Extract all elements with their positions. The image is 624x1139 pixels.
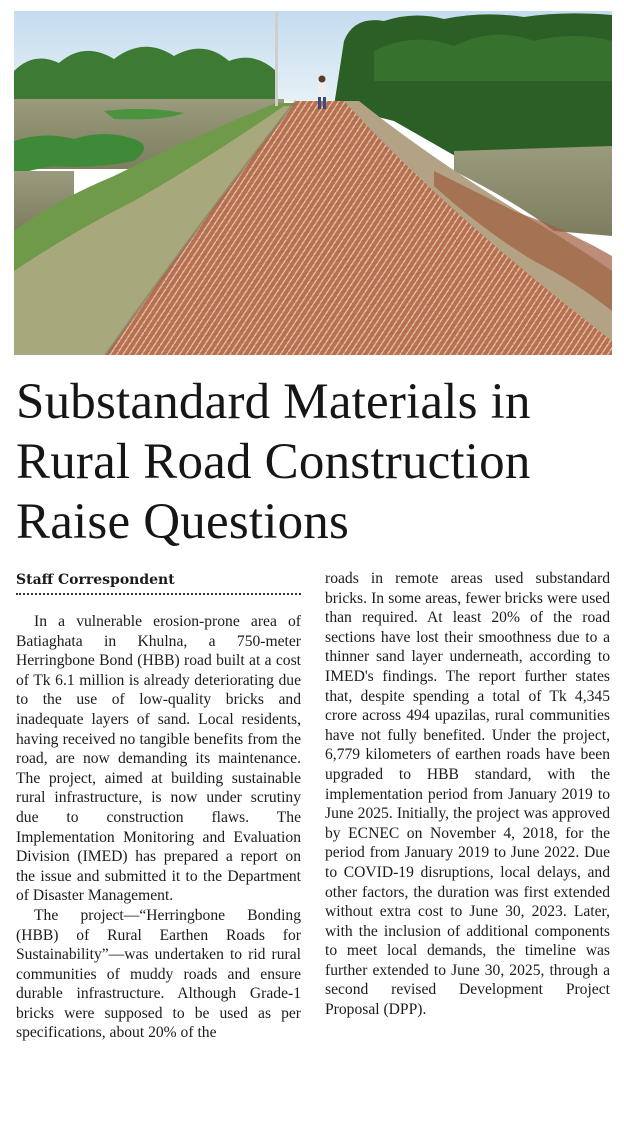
paragraph: The project—“Herringbone Bonding (HBB) of Rural Earthen Roads for Sustainability”—was undertaken to rid rural communities of muddy roads and ensure durable infrastructure. Although Grade-1 bricks were supposed to be used as per specifications, about 20% of the — [16, 906, 301, 1042]
brick-road-photo — [14, 11, 612, 355]
paragraph: roads in remote areas used substandard bricks. In some areas, fewer bricks were used than required. At least 20% of the road sections have lost their smoothness due to a thinner sand layer underneath, according to IMED's findings. The report further states that, despite spending a total of Tk 4,345 crore across 494 upazilas, rural communities have not fully benefited. Under the project, 6,779 kilometers of earthen roads have been upgraded to HBB standard, with the implementation period from January 2019 to June 2025. Initially, the project was approved by ECNEC on November 4, 2018, for the period from January 2019 to June 2022. Due to COVID-19 disruptions, local delays, and other factors, the duration was first extended without extra cost to June 30, 2023. Later, with the inclusion of additional components to meet local demands, the timeline was further extended to June 30, 2025, through a second revised Development Project Proposal (DPP). — [325, 570, 610, 1019]
byline-divider — [16, 593, 301, 595]
article-photo — [14, 11, 612, 355]
byline: Staff Correspondent — [16, 572, 175, 588]
water-hyacinth — [14, 134, 144, 176]
article-column-left — [16, 612, 301, 1043]
paragraph: In a vulnerable erosion-prone area of Batiaghata in Khulna, a 750-meter Herringbone Bond (HBB) road built at a cost of Tk 6.1 million is already deteriorating due to the use of low-quality bricks and inadequate layers of sand. Local residents, having received no tangible benefits from the road, are now demanding its maintenance. The project, aimed at building sustainable rural infrastructure, is now under scrutiny due to construction flaws. The Implementation Monitoring and Evaluation Division (IMED) has prepared a report on the issue and submitted it to the Department of Disaster Management. — [16, 613, 301, 905]
utility-pole — [275, 11, 278, 106]
headline: Substandard Materials in Rural Road Construction Raise Questions — [16, 374, 531, 550]
article-column-right — [325, 569, 610, 1020]
